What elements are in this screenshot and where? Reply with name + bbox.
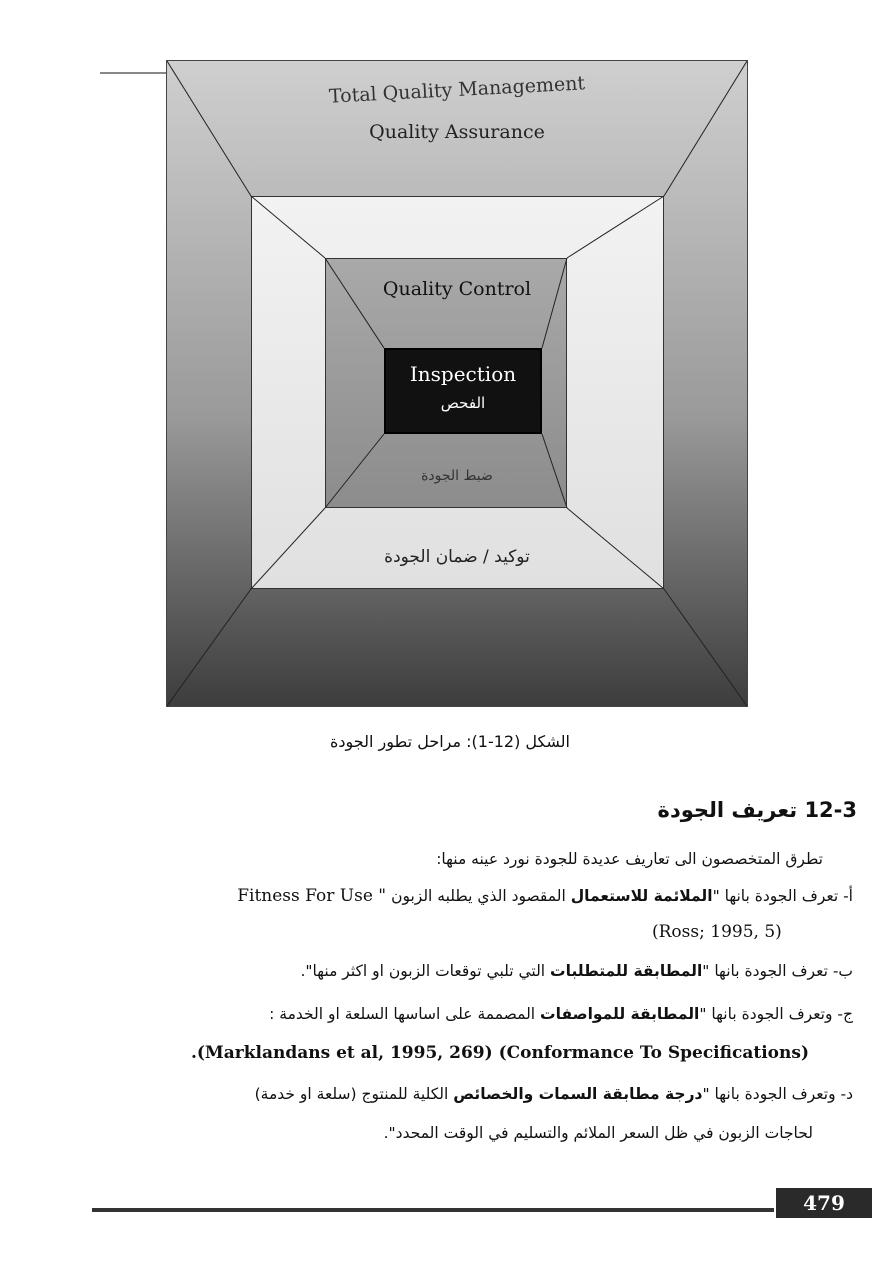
page-number: 479 — [776, 1188, 872, 1218]
item-b — [300, 962, 853, 980]
qc-label-ar: ضبط الجودة — [421, 468, 493, 484]
item-c-english: .(Marklandans et al, 1995, 269) (Conformance To Specifications) — [190, 1043, 809, 1063]
inspection-box — [384, 348, 542, 434]
item-a-citation: (Ross; 1995, 5) — [652, 922, 782, 942]
item-b-rest: التي تلبي توقعات الزبون او اكثر منها". — [300, 962, 551, 980]
figure-caption: الشكل (12-1): مراحل تطور الجودة — [330, 732, 570, 751]
inspection-label: Inspection — [409, 362, 517, 386]
item-a-rest: المقصود الذي يطلبه الزبون — [391, 887, 571, 905]
item-c — [269, 1005, 853, 1023]
item-b-bold: المطابقة للمتطلبات — [550, 962, 703, 980]
qa-label-ar: توكيد / ضمان الجودة — [384, 547, 530, 567]
item-c-prefix: ج- وتعرف الجودة بانها " — [699, 1005, 853, 1023]
intro-paragraph: تطرق المتخصصون الى تعاريف عديدة للجودة نورد عينه منها: — [436, 850, 823, 868]
inspection-label-ar: الفحص — [440, 394, 486, 412]
item-a-bold: الملائمة للاستعمال — [570, 887, 713, 905]
tqm-label: Total Quality Management — [328, 72, 586, 108]
item-d-prefix: د- وتعرف الجودة بانها " — [702, 1085, 853, 1103]
item-a-prefix: أ- تعرف الجودة بانها " — [712, 887, 853, 905]
item-a-english: Fitness For Use " — [237, 886, 387, 906]
qc-label: Quality Control — [382, 278, 532, 300]
quality-evolution-figure — [166, 60, 748, 707]
item-d-bold: درجة مطابقة السمات والخصائص — [453, 1085, 703, 1103]
item-d-line2: لحاجات الزبون في ظل السعر الملائم والتسليم في الوقت المحدد". — [383, 1124, 813, 1142]
item-c-bold: المطابقة للمواصفات — [540, 1005, 700, 1023]
item-a — [237, 886, 853, 906]
item-d — [255, 1085, 853, 1103]
section-heading: 12-3 تعريف الجودة — [657, 798, 857, 822]
item-d-rest: الكلية للمنتوج (سلعة او خدمة) — [254, 1085, 454, 1103]
item-b-prefix: ب- تعرف الجودة بانها " — [702, 962, 853, 980]
qa-label: Quality Assurance — [369, 121, 545, 143]
item-c-rest: المصممة على اساسها السلعة او الخدمة : — [269, 1005, 541, 1023]
footer-rule — [92, 1208, 774, 1212]
